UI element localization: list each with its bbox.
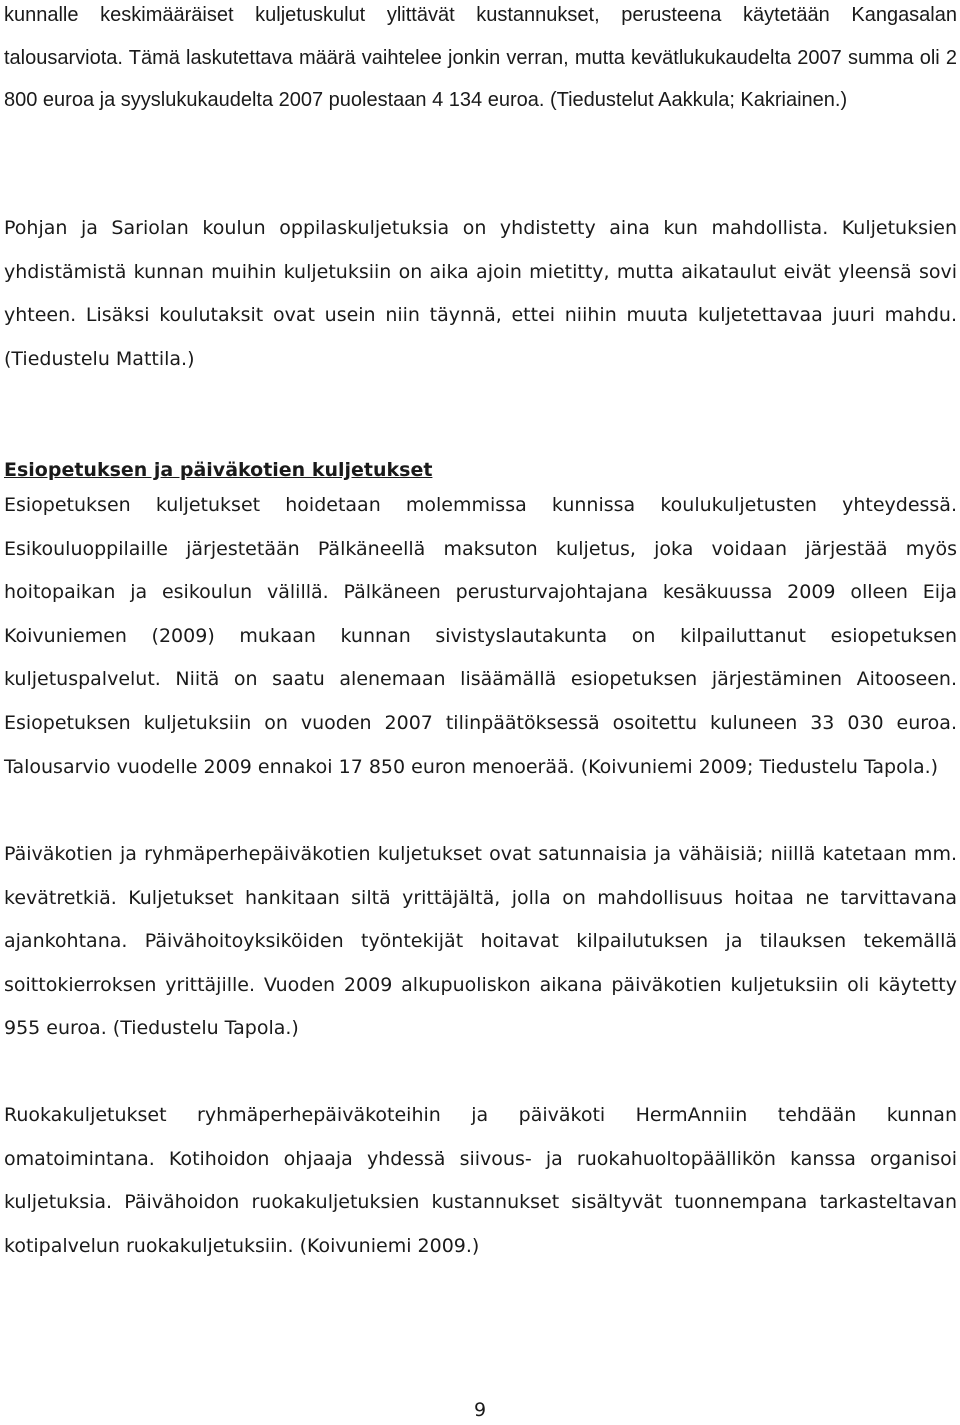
body-paragraph-food-transport: Ruokakuljetukset ryhmäperhepäiväkoteihin ja päiväkoti HermAnniin tehdään kunnan omatoimintana. Kotihoidon ohjaaja yhdessä siivous- ja ruokahuoltopäällikön kanssa organisoi kuljetuksia. Päivähoidon ruokakuljetuksien kustannukset sisältyvät tuonnempana tarkasteltavan kotipalvelun ruokakuljetuksiin. (Koivuniemi 2009.) bbox=[4, 1104, 957, 1257]
page-number: 9 bbox=[473, 1399, 487, 1421]
body-paragraph-daycare-transport: Päiväkotien ja ryhmäperhepäiväkotien kuljetukset ovat satunnaisia ja vähäisiä; niillä katetaan mm. kevätretkiä. Kuljetukset hankitaan siltä yrittäjältä, jolla on mahdollisuus hoitaa ne tarvittavana ajankohtana. Päivähoitoyksiköiden työntekijät hoitavat kilpailutuksen ja tilauksen tekemällä soittokierroksen yrittäjille. Vuoden 2009 alkupuoliskon aikana päiväkotien kuljetuksiin oli käytetty 955 euroa. (Tiedustelu Tapola.) bbox=[4, 843, 957, 1040]
section-heading: Esiopetuksen ja päiväkotien kuljetukset bbox=[4, 459, 433, 481]
body-paragraph-school-transport: Pohjan ja Sariolan koulun oppilaskuljetuksia on yhdistetty aina kun mahdollista. Kuljetuksien yhdistämistä kunnan muihin kuljetuksiin on aika ajoin mietitty, mutta aikataulut eivät yleensä sovi yhteen. Lisäksi koulutaksit ovat usein niin täynnä, ettei niihin muuta kuljetettavaa juuri mahdu. (Tiedustelu Mattila.) bbox=[4, 217, 957, 370]
body-paragraph-preschool-transport: Esiopetuksen kuljetukset hoidetaan molemmissa kunnissa koulukuljetusten yhteydessä. Esikouluoppilaille järjestetään Pälkäneellä maksuton kuljetus, joka voidaan järjestää myös hoitopaikan ja esikoulun välillä. Pälkäneen perusturvajohtajana kesäkuussa 2009 olleen Eija Koivuniemen (2009) mukaan kunnan sivistyslautakunta on kilpailuttanut esiopetuksen kuljetuspalvelut. Niitä on saatu alenemaan lisäämällä esiopetuksen järjestäminen Aitooseen. Esiopetuksen kuljetuksiin on vuoden 2007 tilinpäätöksessä osoitettu kuluneen 33 030 euroa. Talousarvio vuodelle 2009 ennakoi 17 850 euron menoerää. (Koivuniemi 2009; Tiedustelu Tapola.) bbox=[4, 494, 957, 778]
body-paragraph-transport-costs: kunnalle keskimääräiset kuljetuskulut ylittävät kustannukset, perusteena käytetään Kangasalan talousarviota. Tämä laskutettava määrä vaihtelee jonkin verran, mutta kevätlukukaudelta 2007 summa oli 2 800 euroa ja syyslukukaudelta 2007 puolestaan 4 134 euroa. (Tiedustelut Aakkula; Kakriainen.) bbox=[4, 4, 957, 111]
